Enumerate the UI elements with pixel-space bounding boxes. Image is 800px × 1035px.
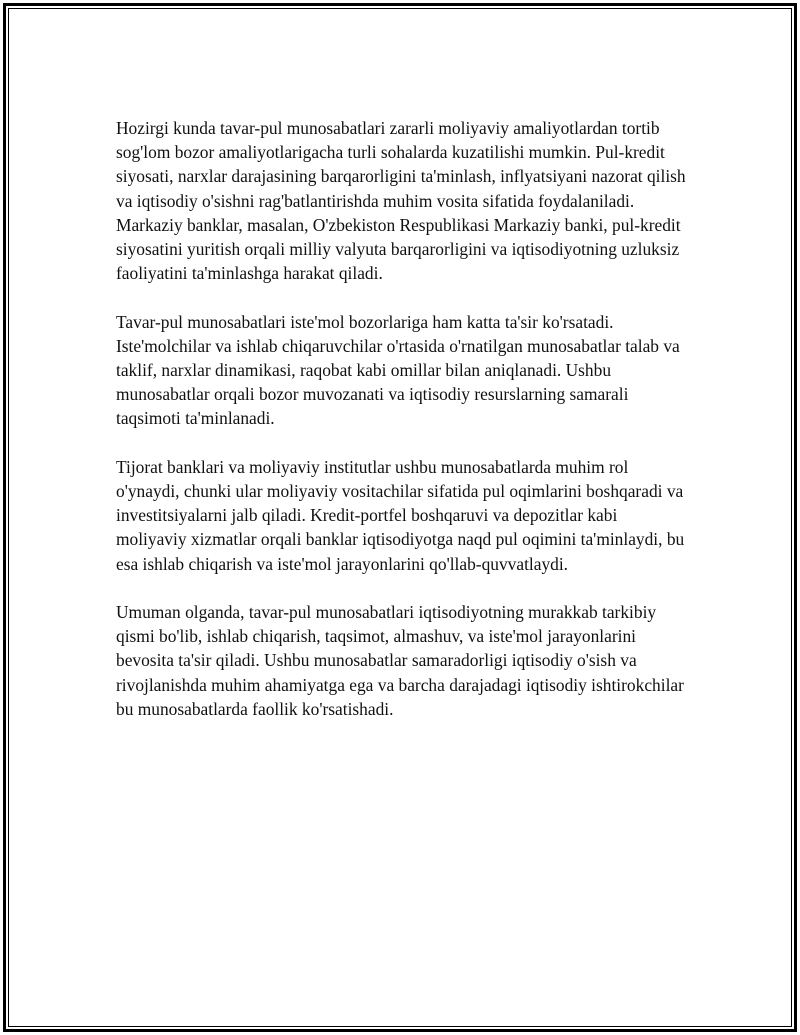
paragraph-3: Tijorat banklari va moliyaviy institutlar ushbu munosabatlarda muhim rol o'ynaydi, chunki ular moliyaviy vositachilar sifatida pul oqimlarini boshqaradi va investitsiyalarni jalb qiladi. Kredit-portfel boshqaruvi va depozitlar kabi moliyaviy xizmatlar orqali banklar iqtisodiyotga naqd pul oqimini ta'minlaydi, bu esa ishlab chiqarish va iste'mol jarayonlarini qo'llab-quvvatlaydi. <box>116 456 685 574</box>
document-body <box>116 116 691 745</box>
paragraph-2: Tavar-pul munosabatlari iste'mol bozorlariga ham katta ta'sir ko'rsatadi. Iste'molchilar va ishlab chiqaruvchilar o'rtasida o'rnatilgan munosabatlar talab va taklif, narxlar dinamikasi, raqobat kabi omillar bilan aniqlanadi. Ushbu munosabatlar orqali bozor muvozanati va iqtisodiy resurslarning samarali taqsimoti ta'minlanadi. <box>116 311 680 429</box>
paragraph-4: Umuman olganda, tavar-pul munosabatlari iqtisodiyotning murakkab tarkibiy qismi bo'lib, ishlab chiqarish, taqsimot, almashuv, va iste'mol jarayonlarini bevosita ta'sir qiladi. Ushbu munosabatlar samaradorligi iqtisodiy o'sish va rivojlanishda muhim ahamiyatga ega va barcha darajadagi iqtisodiy ishtirokchilar bu munosabatlarda faollik ko'rsatishadi. <box>116 602 684 719</box>
paragraph-1: Hozirgi kunda tavar-pul munosabatlari zararli moliyaviy amaliyotlardan tortib sog'lom bozor amaliyotlarigacha turli sohalarda kuzatilishi mumkin. Pul-kredit siyosati, narxlar darajasining barqarorligini ta'minlash, inflyatsiyani nazorat qilish va iqtisodiy o'sishni rag'batlantirishda muhim vosita sifatida foydalaniladi. Markaziy banklar, masalan, O'zbekiston Respublikasi Markaziy banki, pul-kredit siyosatini yuritish orqali milliy valyuta barqarorligini va iqtisodiyotning uzluksiz faoliyatini ta'minlashga harakat qiladi. <box>116 118 686 284</box>
